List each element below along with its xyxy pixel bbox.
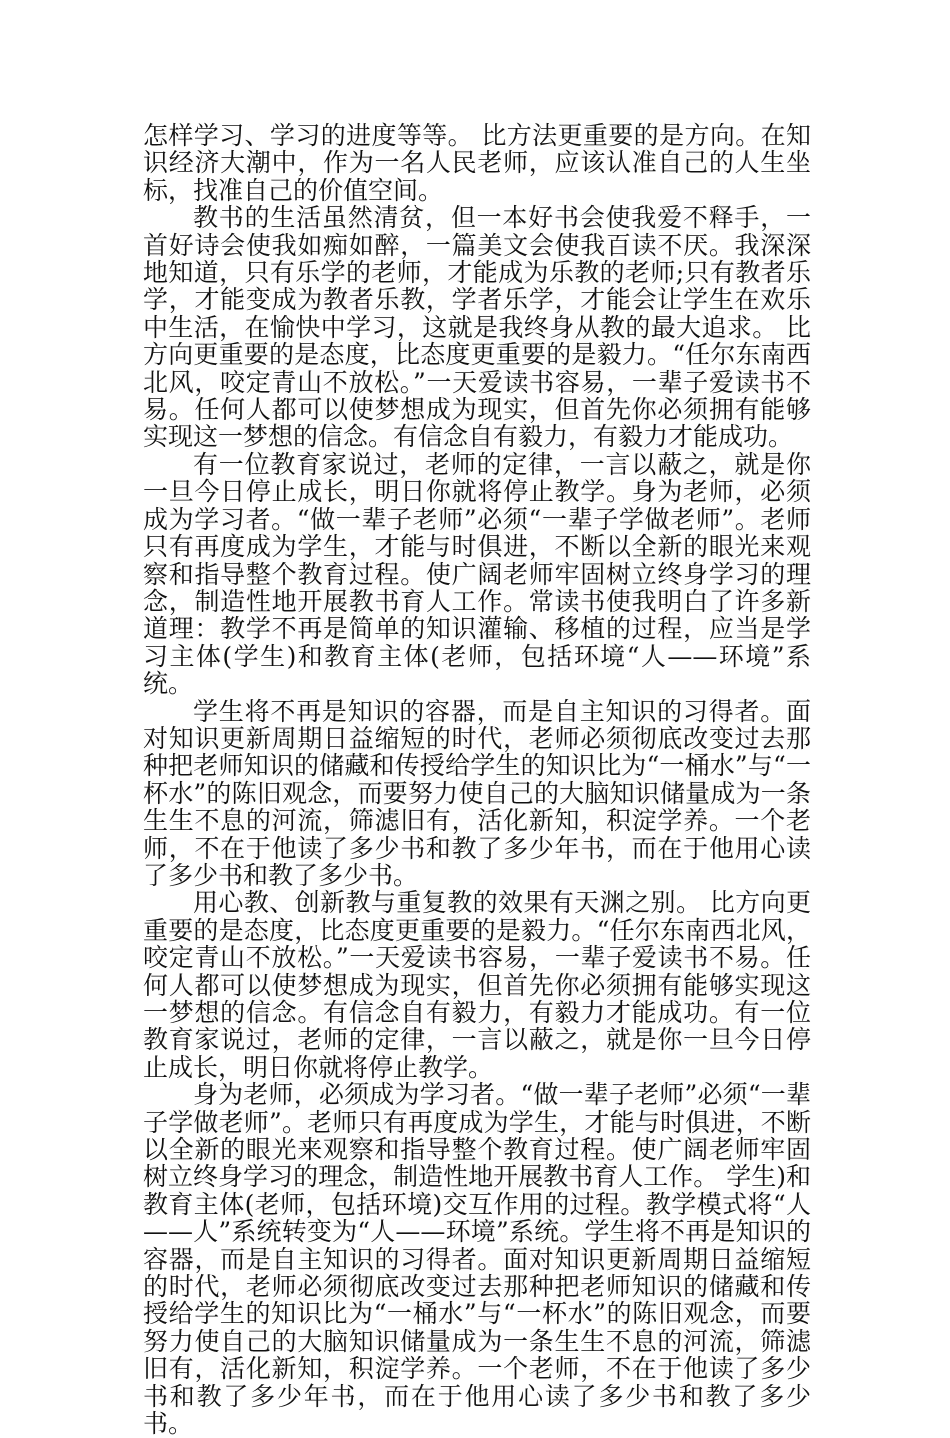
paragraph-5: 用心教、创新教与重复教的效果有天渊之别。 比方向更重要的是态度，比态度更重要的是毅力。“任尔东南西北风，咬定青山不放松。”一天爱读书容易，一辈子爱读书不易。任何人都可以使梦想成为现实，但首先你必须拥有能够实现这一梦想的信念。有信念自有毅力，有毅力才能成功。有一位教育家说过，老师的定律，一言以蔽之，就是你一旦今日停止成长，明日你就将停止教学。 <box>143 888 811 1082</box>
document-body <box>143 122 811 1438</box>
paragraph-4: 学生将不再是知识的容器，而是自主知识的习得者。面对知识更新周期日益缩短的时代，老师必须彻底改变过去那种把老师知识的储藏和传授给学生的知识比为“一桶水”与“一杯水”的陈旧观念，而要努力使自己的大脑知识储量成为一条生生不息的河流，筛滤旧有，活化新知，积淀学养。一个老师，不在于他读了多少书和教了多少年书，而在于他用心读了多少书和教了多少书。 <box>143 696 811 890</box>
paragraph-2: 教书的生活虽然清贫，但一本好书会使我爱不释手，一首好诗会使我如痴如醉，一篇美文会使我百读不厌。我深深地知道，只有乐学的老师，才能成为乐教的老师;只有教者乐学，才能变成为教者乐教，学者乐学，才能会让学生在欢乐中生活，在愉快中学习，这就是我终身从教的最大追求。 比方向更重要的是态度，比态度更重要的是毅力。“任尔东南西北风，咬定青山不放松。”一天爱读书容易，一辈子爱读书不易。任何人都可以使梦想成为现实，但首先你必须拥有能够实现这一梦想的信念。有信念自有毅力，有毅力才能成功。 <box>143 203 811 452</box>
paragraph-1: 怎样学习、学习的进度等等。 比方法更重要的是方向。在知识经济大潮中，作为一名人民老师，应该认准自己的人生坐标，找准自己的价值空间。 <box>143 121 811 205</box>
paragraph-6: 身为老师，必须成为学习者。“做一辈子老师”必须“一辈子学做老师”。老师只有再度成为学生，才能与时俱进，不断以全新的眼光来观察和指导整个教育过程。使广阔老师牢固树立终身学习的理念，制造性地开展教书育人工作。 学生)和教育主体(老师，包括环境)交互作用的过程。教学模式将“人——人”系统转变为“人——环境”系统。学生将不再是知识的容器，而是自主知识的习得者。面对知识更新周期日益缩短的时代，老师必须彻底改变过去那种把老师知识的储藏和传授给学生的知识比为“一桶水”与“一杯水”的陈旧观念，而要努力使自己的大脑知识储量成为一条生生不息的河流，筛滤旧有，活化新知，积淀学养。一个老师，不在于他读了多少书和教了多少年书，而在于他用心读了多少书和教了多少书。 <box>143 1080 811 1438</box>
paragraph-3: 有一位教育家说过，老师的定律，一言以蔽之，就是你一旦今日停止成长，明日你就将停止教学。身为老师，必须成为学习者。“做一辈子老师”必须“一辈子学做老师”。老师只有再度成为学生，才能与时俱进，不断以全新的眼光来观察和指导整个教育过程。使广阔老师牢固树立终身学习的理念，制造性地开展教书育人工作。常读书使我明白了许多新道理：教学不再是简单的知识灌输、移植的过程，应当是学习主体(学生)和教育主体(老师，包括环境“人——环境”系统。 <box>143 449 811 699</box>
